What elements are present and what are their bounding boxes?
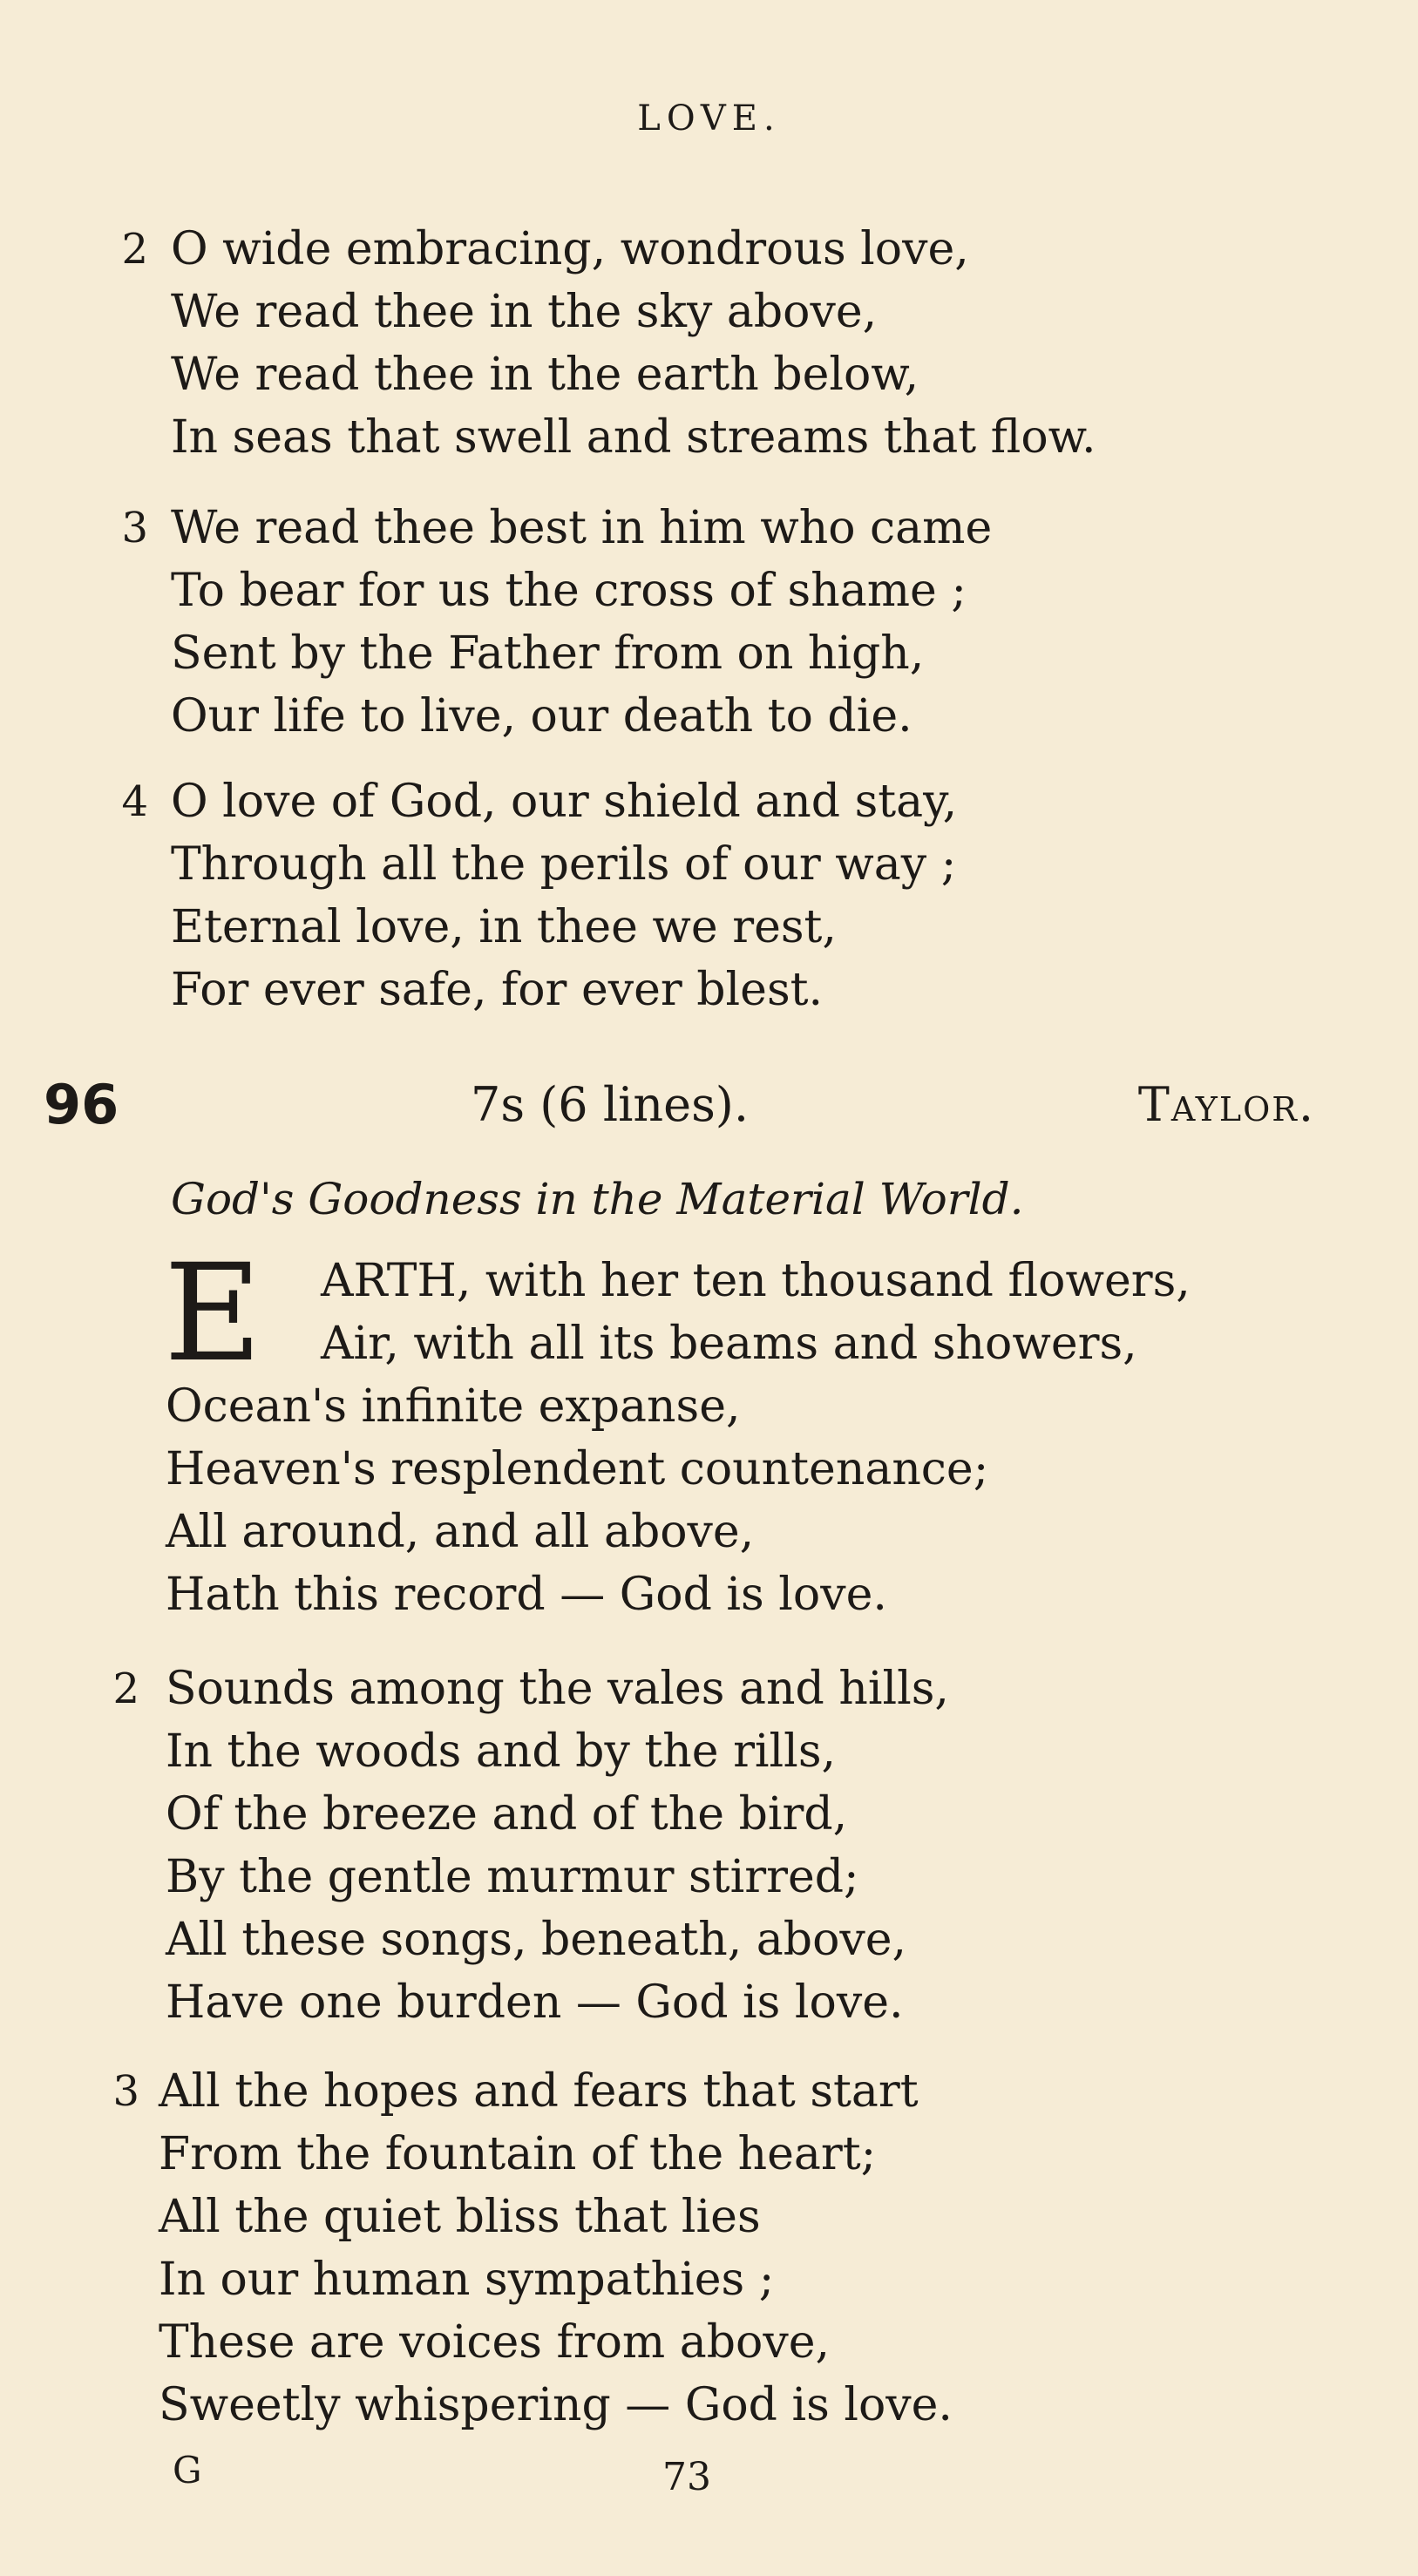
stanza-lines	[171, 218, 1096, 469]
stanza-number: 2	[121, 225, 148, 274]
verse-line: Of the breeze and of the bird,	[166, 1788, 848, 1840]
verse-line: Hath this record — God is love.	[166, 1569, 887, 1621]
verse-line: These are voices from above,	[159, 2316, 831, 2369]
stanza-lines	[166, 1375, 988, 1626]
verse-line: From the fountain of the heart;	[159, 2128, 877, 2180]
verse-line: Through all the perils of our way ;	[171, 838, 957, 891]
hymn-number: 96	[44, 1073, 119, 1136]
stanza-lines	[159, 2060, 953, 2437]
verse-line: O wide embracing, wondrous love,	[171, 223, 969, 275]
verse-line: Our life to live, our death to die.	[171, 690, 913, 742]
verse-line: Eternal love, in thee we rest,	[171, 901, 837, 953]
verse-line: We read thee in the earth below,	[171, 349, 919, 401]
verse-line: Heaven's resplendent countenance;	[166, 1443, 989, 1495]
hymn-composer: Taylor.	[1137, 1077, 1315, 1132]
verse-line: We read thee best in him who came	[171, 502, 993, 554]
stanza-lines	[171, 497, 992, 748]
hymn-meter: 7s (6 lines).	[471, 1077, 750, 1132]
stanza-number: 3	[112, 2067, 139, 2116]
signature-mark: G	[173, 2449, 202, 2491]
verse-line: All these songs, beneath, above,	[166, 1914, 907, 1966]
stanza-lines	[171, 770, 957, 1021]
stanza-number: 3	[121, 504, 148, 552]
verse-line: Sounds among the vales and hills,	[166, 1663, 949, 1715]
verse-line: Have one burden — God is love.	[166, 1976, 904, 2029]
stanza-number: 4	[121, 777, 148, 826]
running-head: LOVE.	[637, 98, 781, 139]
hymn-title: God's Goodness in the Material World.	[171, 1174, 1024, 1224]
verse-line: In seas that swell and streams that flow.	[171, 411, 1096, 464]
page-number: 73	[662, 2455, 711, 2499]
drop-cap: E	[164, 1236, 262, 1392]
stanza-number: 2	[112, 1664, 139, 1713]
stanza-lines	[166, 1657, 949, 2034]
verse-line: Ocean's infinite expanse,	[166, 1380, 741, 1433]
verse-line: For ever safe, for ever blest.	[171, 964, 824, 1016]
verse-line: To bear for us the cross of shame ;	[171, 565, 967, 617]
verse-line: Air, with all its beams and showers,	[321, 1318, 1137, 1370]
verse-line: All around, and all above,	[166, 1506, 755, 1558]
verse-line: ARTH, with her ten thousand flowers,	[321, 1255, 1191, 1307]
verse-line: By the gentle murmur stirred;	[166, 1851, 859, 1903]
verse-line: Sweetly whispering — God is love.	[159, 2379, 953, 2431]
verse-line: Sent by the Father from on high,	[171, 627, 925, 680]
verse-line: All the hopes and fears that start	[159, 2065, 919, 2118]
verse-line: We read thee in the sky above,	[171, 286, 878, 338]
verse-line: O love of God, our shield and stay,	[171, 776, 958, 828]
verse-line: All the quiet bliss that lies	[159, 2191, 761, 2243]
verse-line: In the woods and by the rills,	[166, 1725, 837, 1778]
verse-line: In our human sympathies ;	[159, 2254, 775, 2306]
hymn-header	[0, 1070, 1418, 1140]
